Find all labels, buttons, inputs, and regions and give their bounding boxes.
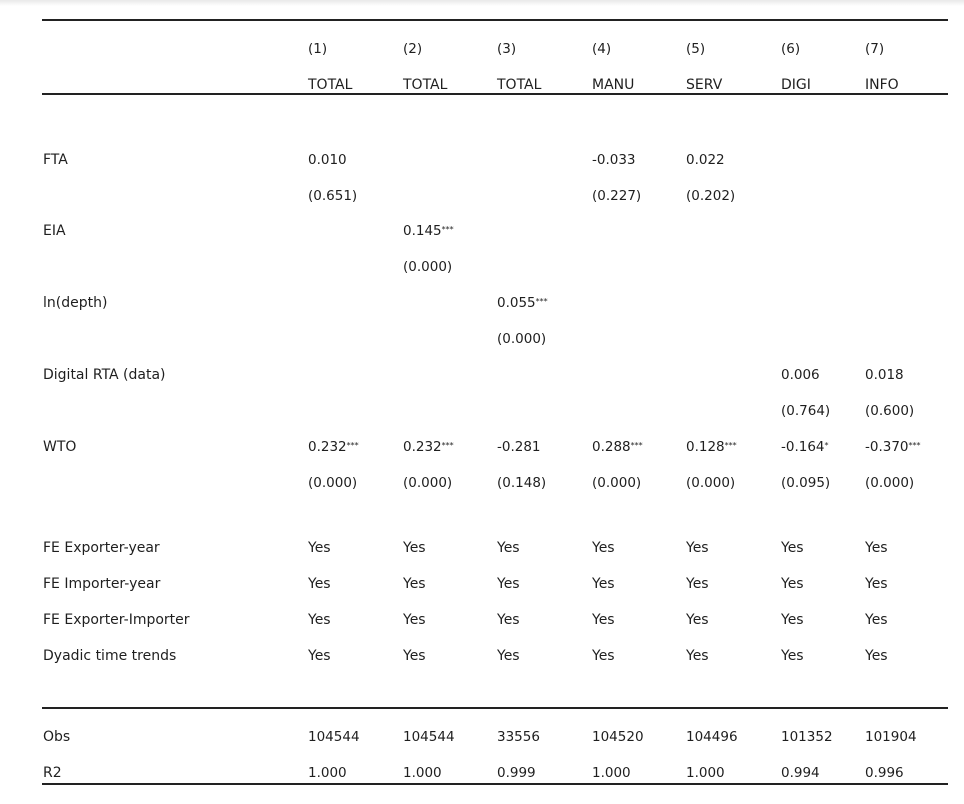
coefficient-pvalue: (0.000) xyxy=(865,475,915,491)
stat-value: 1.000 xyxy=(308,765,347,781)
significance-stars: *** xyxy=(535,297,548,306)
coefficient-name: WTO xyxy=(43,439,77,455)
fixed-effect-value: Yes xyxy=(403,648,426,664)
fixed-effect-value: Yes xyxy=(592,540,615,556)
fixed-effect-value: Yes xyxy=(403,576,426,592)
column-number: (7) xyxy=(865,41,885,57)
stat-value: 101904 xyxy=(865,729,917,745)
coefficient-pvalue: (0.000) xyxy=(497,331,547,347)
coefficient-value: 0.010 xyxy=(308,152,347,168)
significance-stars: *** xyxy=(441,225,454,234)
stat-value: 33556 xyxy=(497,729,540,745)
fixed-effect-value: Yes xyxy=(497,648,520,664)
fixed-effect-value: Yes xyxy=(781,648,804,664)
fixed-effect-value: Yes xyxy=(865,576,888,592)
coefficient-value: 0.288*** xyxy=(592,439,643,455)
column-label: SERV xyxy=(686,77,723,93)
column-number: (4) xyxy=(592,41,612,57)
fixed-effect-name: FE Importer-year xyxy=(43,576,161,592)
stat-value: 104520 xyxy=(592,729,644,745)
stat-value: 1.000 xyxy=(592,765,631,781)
significance-stars: *** xyxy=(724,441,737,450)
coefficient-pvalue: (0.227) xyxy=(592,188,642,204)
coefficient-value: 0.018 xyxy=(865,367,904,383)
coefficient-pvalue: (0.000) xyxy=(403,475,453,491)
fixed-effect-value: Yes xyxy=(686,576,709,592)
coefficient-name: Digital RTA (data) xyxy=(43,367,166,383)
stat-value: 1.000 xyxy=(686,765,725,781)
column-number: (1) xyxy=(308,41,328,57)
header-rule xyxy=(42,93,948,95)
column-number: (2) xyxy=(403,41,423,57)
fixed-effect-value: Yes xyxy=(781,576,804,592)
coefficient-value: 0.232*** xyxy=(403,439,454,455)
fixed-effect-value: Yes xyxy=(497,612,520,628)
column-number: (6) xyxy=(781,41,801,57)
top-shadow xyxy=(0,0,964,6)
fixed-effect-value: Yes xyxy=(308,540,331,556)
fixed-effect-value: Yes xyxy=(308,576,331,592)
coefficient-pvalue: (0.000) xyxy=(592,475,642,491)
stat-value: 0.994 xyxy=(781,765,820,781)
column-label: TOTAL xyxy=(308,77,353,93)
fixed-effect-value: Yes xyxy=(781,540,804,556)
coefficient-value: -0.164* xyxy=(781,439,829,455)
coefficient-value: -0.281 xyxy=(497,439,541,455)
fixed-effect-value: Yes xyxy=(308,612,331,628)
significance-stars: *** xyxy=(441,441,454,450)
coefficient-pvalue: (0.000) xyxy=(403,259,453,275)
column-number: (3) xyxy=(497,41,517,57)
coefficient-pvalue: (0.600) xyxy=(865,403,915,419)
coefficient-value: 0.055*** xyxy=(497,295,548,311)
fixed-effect-value: Yes xyxy=(686,612,709,628)
stat-value: 104544 xyxy=(308,729,360,745)
coefficient-value: -0.370*** xyxy=(865,439,921,455)
fixed-effect-value: Yes xyxy=(403,612,426,628)
coefficient-pvalue: (0.651) xyxy=(308,188,358,204)
coefficient-value: 0.128*** xyxy=(686,439,737,455)
stat-value: 0.999 xyxy=(497,765,536,781)
column-number: (5) xyxy=(686,41,706,57)
fixed-effect-value: Yes xyxy=(865,612,888,628)
fixed-effect-value: Yes xyxy=(781,612,804,628)
column-label: MANU xyxy=(592,77,635,93)
coefficient-pvalue: (0.148) xyxy=(497,475,547,491)
coefficient-pvalue: (0.000) xyxy=(686,475,736,491)
significance-stars: *** xyxy=(346,441,359,450)
fixed-effect-value: Yes xyxy=(403,540,426,556)
fixed-effect-value: Yes xyxy=(497,576,520,592)
fixed-effect-value: Yes xyxy=(865,648,888,664)
coefficient-pvalue: (0.202) xyxy=(686,188,736,204)
fixed-effect-value: Yes xyxy=(865,540,888,556)
top-rule xyxy=(42,19,948,21)
stat-value: 104544 xyxy=(403,729,455,745)
coefficient-name: FTA xyxy=(43,152,68,168)
stat-name: R2 xyxy=(43,765,62,781)
bottom-rule xyxy=(42,783,948,785)
coefficient-value: -0.033 xyxy=(592,152,636,168)
fixed-effect-value: Yes xyxy=(308,648,331,664)
stat-value: 1.000 xyxy=(403,765,442,781)
significance-stars: * xyxy=(824,441,829,450)
stats-rule xyxy=(42,707,948,709)
fixed-effect-value: Yes xyxy=(686,648,709,664)
column-label: TOTAL xyxy=(497,77,542,93)
coefficient-value: 0.006 xyxy=(781,367,820,383)
coefficient-value: 0.232*** xyxy=(308,439,359,455)
fixed-effect-value: Yes xyxy=(497,540,520,556)
coefficient-name: ln(depth) xyxy=(43,295,108,311)
coefficient-value: 0.022 xyxy=(686,152,725,168)
significance-stars: *** xyxy=(908,441,921,450)
stat-value: 101352 xyxy=(781,729,833,745)
coefficient-pvalue: (0.095) xyxy=(781,475,831,491)
fixed-effect-value: Yes xyxy=(686,540,709,556)
column-label: INFO xyxy=(865,77,899,93)
stat-value: 104496 xyxy=(686,729,738,745)
stat-value: 0.996 xyxy=(865,765,904,781)
coefficient-value: 0.145*** xyxy=(403,223,454,239)
fixed-effect-value: Yes xyxy=(592,648,615,664)
fixed-effect-name: FE Exporter-year xyxy=(43,540,160,556)
fixed-effect-name: FE Exporter-Importer xyxy=(43,612,190,628)
column-label: TOTAL xyxy=(403,77,448,93)
fixed-effect-value: Yes xyxy=(592,576,615,592)
coefficient-pvalue: (0.000) xyxy=(308,475,358,491)
stat-name: Obs xyxy=(43,729,71,745)
coefficient-name: EIA xyxy=(43,223,66,239)
significance-stars: *** xyxy=(630,441,643,450)
fixed-effect-value: Yes xyxy=(592,612,615,628)
fixed-effect-name: Dyadic time trends xyxy=(43,648,177,664)
column-label: DIGI xyxy=(781,77,811,93)
coefficient-pvalue: (0.764) xyxy=(781,403,831,419)
